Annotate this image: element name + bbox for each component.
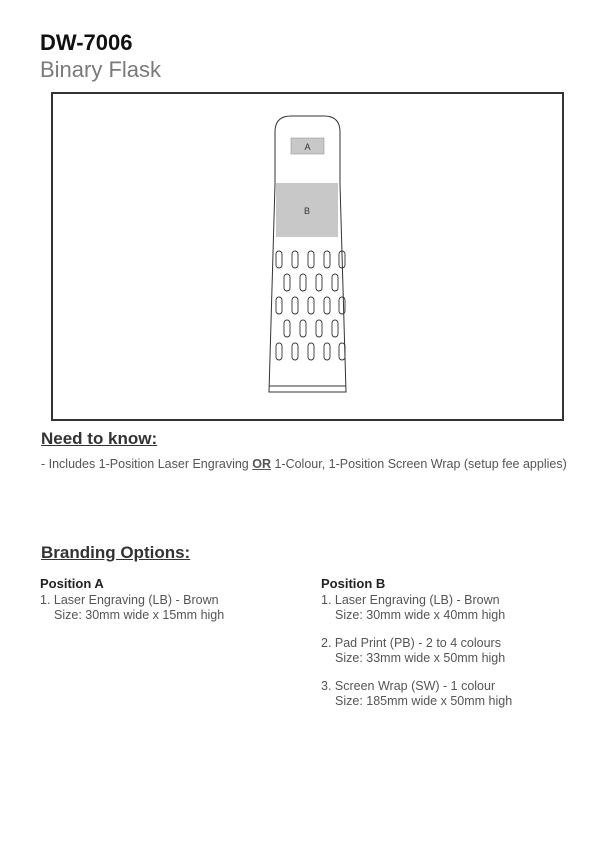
flask-texture-slots — [276, 251, 345, 360]
position-b-option: 3. Screen Wrap (SW) - 1 colour Size: 185mm wide x 50mm high — [321, 679, 513, 708]
product-diagram-frame — [51, 92, 564, 421]
need-to-know-heading: Need to know: — [41, 429, 158, 448]
texture-slot — [284, 320, 290, 337]
texture-slot — [332, 274, 338, 291]
position-b-title: Position B — [321, 576, 386, 591]
texture-slot — [332, 320, 338, 337]
position-a-title: Position A — [40, 576, 104, 591]
position-b-column — [321, 576, 591, 722]
texture-slot — [292, 297, 298, 314]
texture-slot — [324, 343, 330, 360]
product-code: DW-7006 — [40, 30, 133, 55]
texture-slot — [324, 251, 330, 268]
branding-area-a-label: A — [304, 142, 311, 152]
flask-outline — [269, 116, 346, 392]
texture-slot — [308, 343, 314, 360]
texture-slot — [316, 274, 322, 291]
texture-slot — [308, 251, 314, 268]
texture-slot — [316, 320, 322, 337]
branding-options-heading: Branding Options: — [41, 543, 191, 562]
texture-slot — [292, 251, 298, 268]
texture-slot — [300, 274, 306, 291]
need-to-know-note: - Includes 1-Position Laser Engraving OR 1-Colour, 1-Position Screen Wrap (setup fee applies) — [41, 457, 567, 471]
branding-area-b-label: B — [303, 206, 311, 216]
texture-slot — [324, 297, 330, 314]
position-b-option: 2. Pad Print (PB) - 2 to 4 colours Size: 33mm wide x 50mm high — [321, 636, 506, 665]
texture-slot — [276, 251, 282, 268]
texture-slot — [308, 297, 314, 314]
flask-diagram — [53, 94, 562, 419]
product-name: Binary Flask — [40, 57, 162, 82]
position-a-option: 1. Laser Engraving (LB) - Brown Size: 30mm wide x 15mm high — [40, 593, 225, 622]
texture-slot — [292, 343, 298, 360]
texture-slot — [276, 343, 282, 360]
position-b-option: 1. Laser Engraving (LB) - Brown Size: 30mm wide x 40mm high — [321, 593, 506, 622]
texture-slot — [276, 297, 282, 314]
position-a-column — [40, 576, 310, 636]
texture-slot — [300, 320, 306, 337]
texture-slot — [339, 343, 345, 360]
texture-slot — [284, 274, 290, 291]
